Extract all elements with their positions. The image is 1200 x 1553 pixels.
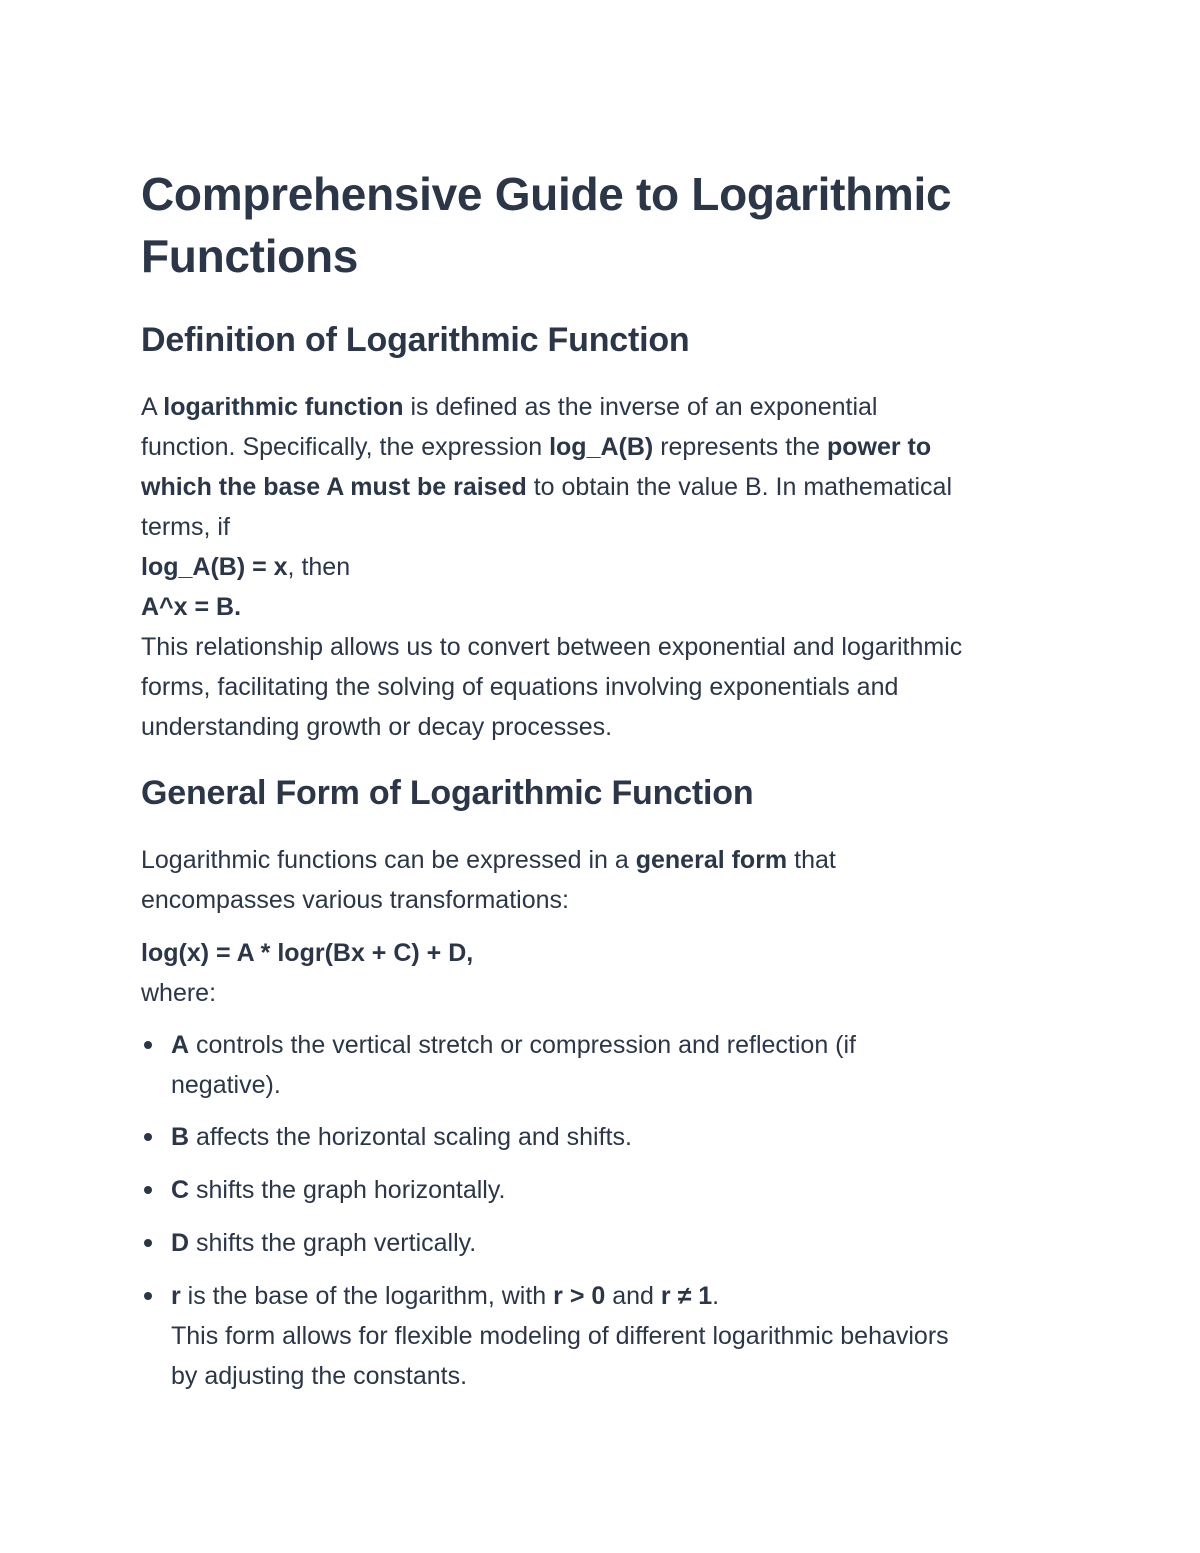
section-definition-heading	[141, 318, 1071, 362]
paragraph-line	[141, 587, 1071, 627]
text: shifts the graph horizontally.	[189, 1176, 506, 1204]
list-item-body	[171, 1276, 1071, 1396]
paragraph-line: forms, facilitating the solving of equations involving exponentials and	[141, 673, 899, 701]
definition-paragraph	[141, 387, 1071, 747]
list-item-body	[171, 1223, 1071, 1263]
bold-term: general form	[635, 846, 788, 874]
text: controls the vertical stretch or compression and reflection (if	[189, 1031, 857, 1059]
text: shifts the graph vertically.	[189, 1229, 477, 1257]
param-term: C	[171, 1176, 190, 1204]
list-item-body	[171, 1170, 1071, 1210]
paragraph-line	[141, 840, 1071, 880]
bullet-icon	[144, 1186, 152, 1194]
text: negative).	[171, 1071, 281, 1099]
bold-term: r > 0	[553, 1282, 606, 1310]
bullet-icon	[144, 1133, 152, 1141]
paragraph-line	[141, 547, 1071, 587]
text: that	[787, 846, 836, 874]
bullet-icon	[144, 1041, 152, 1049]
title-line-1: Comprehensive Guide to Logarithmic	[141, 168, 952, 220]
bold-term: which the base A must be raised	[141, 473, 527, 501]
section-heading: General Form of Logarithmic Function	[141, 774, 754, 812]
text: , then	[287, 553, 351, 581]
text: function. Specifically, the expression	[141, 433, 550, 461]
page-title	[141, 163, 1071, 287]
paragraph-line: understanding growth or decay processes.	[141, 713, 613, 741]
title-line-2: Functions	[141, 230, 359, 282]
bold-term: A^x = B.	[141, 593, 242, 621]
section-general-form-heading	[141, 771, 1071, 815]
text: Logarithmic functions can be expressed in a	[141, 846, 636, 874]
where-label: where:	[141, 979, 217, 1007]
text: and	[605, 1282, 661, 1310]
text: A	[141, 393, 164, 421]
bullet-icon	[144, 1292, 152, 1300]
paragraph-line	[141, 427, 1071, 467]
bold-term: log_A(B)	[549, 433, 654, 461]
paragraph-line	[141, 387, 1071, 427]
text: .	[712, 1282, 720, 1310]
paragraph-line: This relationship allows us to convert between exponential and logarithmic	[141, 633, 963, 661]
list-item-body	[171, 1025, 1071, 1105]
param-term: A	[171, 1031, 190, 1059]
text: is defined as the inverse of an exponential	[403, 393, 878, 421]
text: is the base of the logarithm, with	[180, 1282, 554, 1310]
bold-term: r ≠ 1	[660, 1282, 713, 1310]
text: represents the	[653, 433, 827, 461]
bold-term: power to	[826, 433, 932, 461]
paragraph-line: encompasses various transformations:	[141, 886, 569, 914]
paragraph-line	[141, 467, 1071, 507]
paragraph-line: terms, if	[141, 513, 230, 541]
param-term: r	[171, 1282, 181, 1310]
text: This form allows for flexible modeling of different logarithmic behaviors	[171, 1322, 949, 1350]
param-term: B	[171, 1123, 190, 1151]
bold-term: logarithmic function	[163, 393, 404, 421]
general-form-intro	[141, 840, 1071, 920]
text: to obtain the value B. In mathematical	[526, 473, 953, 501]
text: affects the horizontal scaling and shifts.	[189, 1123, 632, 1151]
general-form-formula	[141, 933, 1071, 1013]
text: by adjusting the constants.	[171, 1362, 468, 1390]
bold-term: log_A(B) = x	[141, 553, 288, 581]
bullet-icon	[144, 1239, 152, 1247]
param-term: D	[171, 1229, 190, 1257]
formula: log(x) = A * logr(Bx + C) + D,	[141, 939, 474, 967]
list-item-body	[171, 1117, 1071, 1157]
section-heading: Definition of Logarithmic Function	[141, 321, 690, 359]
